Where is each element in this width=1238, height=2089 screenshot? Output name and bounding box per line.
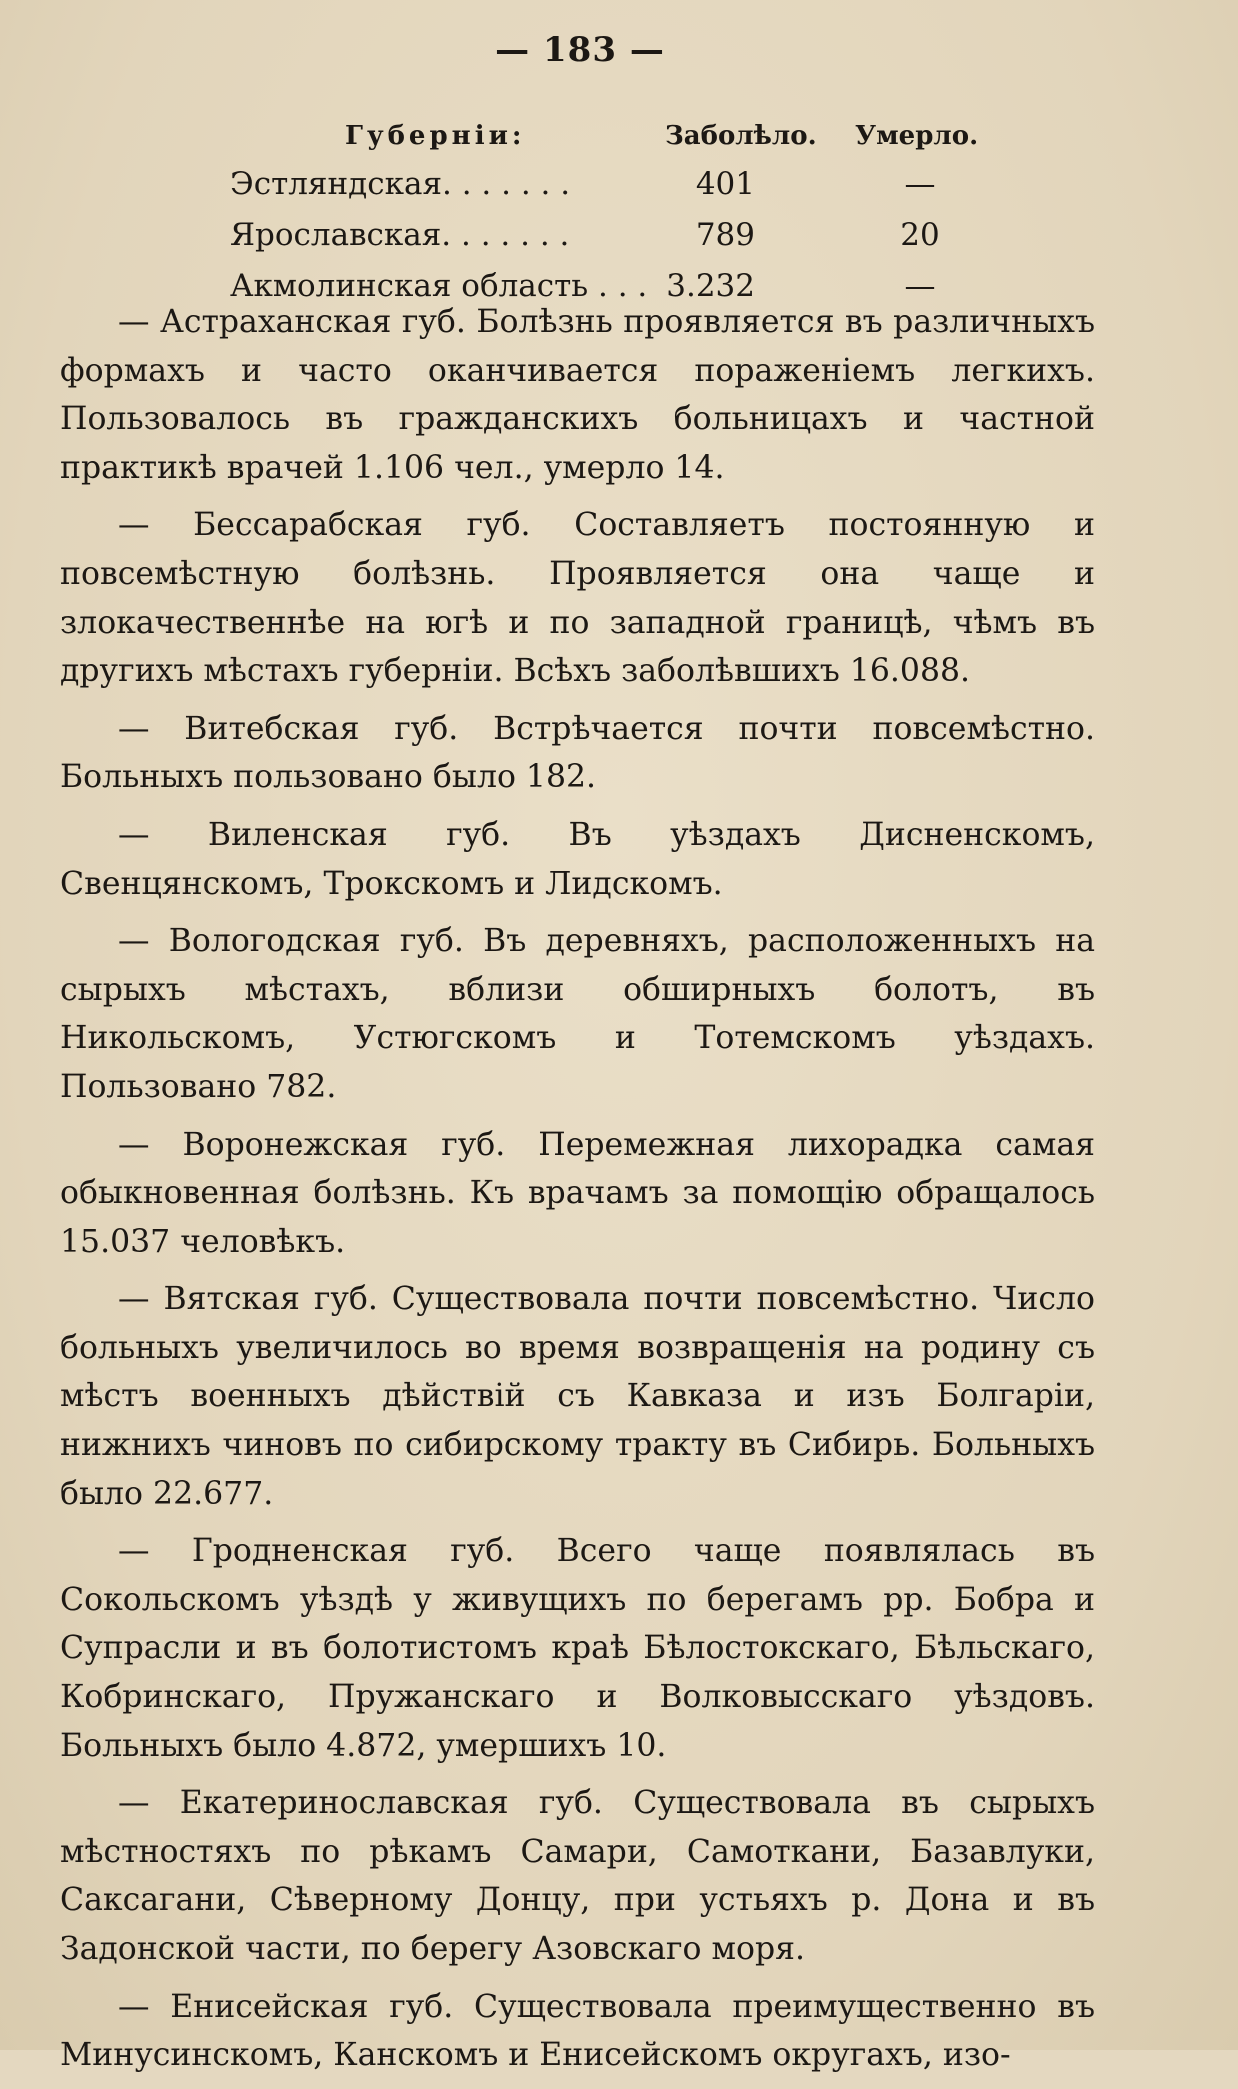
table-row	[230, 166, 990, 217]
row-province-name: Эстляндская. . . . . . .	[230, 166, 571, 202]
paragraph-vilna: — Виленская губ. Въ уѣздахъ Дисненскомъ, Свенцянскомъ, Трокскомъ и Лидскомъ.	[60, 816, 1095, 902]
paragraph-voronezh: — Воронежская губ. Перемежная лихорадка самая обыкновенная болѣзнь. Къ врачамъ за помощію обращалось 15.037 человѣкъ.	[60, 1126, 1095, 1260]
body-text	[60, 298, 1095, 2089]
row-died-count: —	[904, 268, 936, 304]
row-sick-count: 3.232	[666, 268, 755, 304]
row-sick-count: 401	[695, 166, 755, 202]
page-number: — 183 —	[495, 30, 665, 70]
row-province-name: Ярославская. . . . . . .	[230, 217, 570, 253]
paragraph-vologda: — Вологодская губ. Въ деревняхъ, расположенныхъ на сырыхъ мѣстахъ, вблизи обширныхъ болотъ, въ Никольскомъ, Устюгскомъ и Тотемскомъ уѣздахъ. Пользовано 782.	[60, 923, 1095, 1105]
table-row	[230, 217, 990, 268]
paragraph-astrakhan: — Астраханская губ. Болѣзнь проявляется въ различныхъ формахъ и часто оканчивается пораженіемъ легкихъ. Пользовалось въ гражданскихъ больницахъ и частной практикѣ врачей 1.106 чел., умерло 14.	[60, 304, 1095, 486]
row-died-count: —	[904, 166, 936, 202]
header-province: Губерніи:	[345, 121, 526, 151]
row-province-name: Акмолинская область . . .	[230, 268, 648, 304]
statistics-table	[230, 115, 990, 319]
paragraph-yenisei: — Енисейская губ. Существовала преимущественно въ Минусинскомъ, Канскомъ и Енисейскомъ округахъ, изо-	[60, 1988, 1095, 2074]
paragraph-vitebsk: — Витебская губ. Встрѣчается почти повсемѣстно. Больныхъ пользовано было 182.	[60, 710, 1095, 796]
paragraph-vyatka: — Вятская губ. Существовала почти повсемѣстно. Число больныхъ увеличилось во время возвращенія на родину съ мѣстъ военныхъ дѣйствій съ Кавказа и изъ Болгаріи, нижнихъ чиновъ по сибирскому тракту въ Сибирь. Больныхъ было 22.677.	[60, 1281, 1095, 1512]
row-sick-count: 789	[695, 217, 755, 253]
header-sick: Заболѣло.	[665, 121, 817, 151]
header-died: Умерло.	[855, 121, 979, 151]
row-died-count: 20	[900, 217, 940, 253]
paragraph-grodno: — Гродненская губ. Всего чаще появлялась въ Сокольскомъ уѣздѣ у живущихъ по берегамъ рр. Бобра и Супрасли и въ болотистомъ краѣ Бѣлостокскаго, Бѣльскаго, Кобринскаго, Пружанскаго и Волковысскаго уѣздовъ. Больныхъ было 4.872, умершихъ 10.	[60, 1533, 1095, 1764]
paragraph-bessarabia: — Бессарабская губ. Составляетъ постоянную и повсемѣстную болѣзнь. Проявляется она чаще и злокачественнѣе на югѣ и по западной границѣ, чѣмъ въ другихъ мѣстахъ губерніи. Всѣхъ заболѣвшихъ 16.088.	[60, 507, 1095, 690]
paragraph-ekaterinoslav: — Екатеринославская губ. Существовала въ сырыхъ мѣстностяхъ по рѣкамъ Самари, Самоткани, Базавлуки, Саксагани, Сѣверному Донцу, при устьяхъ р. Дона и въ Задонской части, по берегу Азовскаго моря.	[60, 1785, 1095, 1967]
table-header-row	[230, 115, 990, 166]
